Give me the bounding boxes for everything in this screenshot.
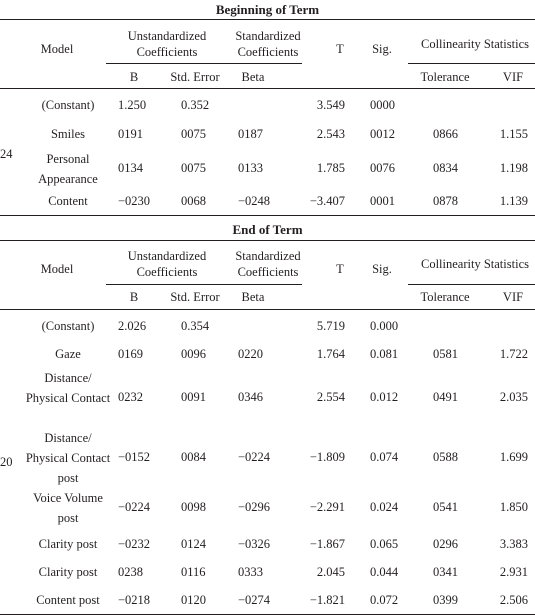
row-model-label: Distance/ Physical Contact post xyxy=(25,431,111,485)
row-b-value: −0224 xyxy=(118,500,151,514)
row-beta-value: −0224 xyxy=(238,450,271,464)
row-t-value: 2.554 xyxy=(316,390,345,404)
header-bottom-rule xyxy=(0,309,535,310)
row-t-value: 1.785 xyxy=(316,161,345,175)
row-model-label: Gaze xyxy=(55,347,81,361)
header-b: B xyxy=(129,290,139,304)
header-unstandardized: Unstandardized xyxy=(127,29,207,43)
row-tol-value: 0834 xyxy=(433,161,458,175)
row-vif-value: 1.722 xyxy=(499,347,528,361)
header-sig: Sig. xyxy=(372,42,392,56)
row-vif-value: 2.931 xyxy=(499,565,528,579)
header-sig: Sig. xyxy=(372,262,392,276)
row-sig-value: 0.072 xyxy=(370,593,399,607)
row-se-value: 0124 xyxy=(181,537,206,551)
row-model-label: Distance/ Physical Contact xyxy=(25,371,111,405)
row-sig-value: 0.012 xyxy=(370,390,399,404)
row-beta-value: −0326 xyxy=(238,537,271,551)
row-beta-value: 0133 xyxy=(238,161,263,175)
row-tol-value: 0878 xyxy=(433,194,458,208)
table-title: End of Term xyxy=(232,222,303,237)
row-model-label: (Constant) xyxy=(41,319,95,333)
header-std-error: Std. Error xyxy=(170,290,220,304)
collinearity-subrule xyxy=(408,284,535,285)
row-b-value: −0232 xyxy=(118,537,151,551)
header-beta: Beta xyxy=(241,70,265,84)
row-b-value: −0230 xyxy=(118,194,151,208)
row-se-value: 0068 xyxy=(181,194,206,208)
row-se-value: 0096 xyxy=(181,347,206,361)
row-t-value: 2.543 xyxy=(316,127,345,141)
row-beta-value: 0346 xyxy=(238,390,263,404)
table-bottom-rule xyxy=(0,215,535,216)
row-b-value: −0152 xyxy=(118,450,151,464)
row-sig-value: 0.081 xyxy=(370,347,399,361)
group-number: 20 xyxy=(0,455,13,469)
row-se-value: 0120 xyxy=(181,593,206,607)
row-b-value: 0134 xyxy=(118,161,143,175)
row-vif-value: 1.699 xyxy=(499,450,528,464)
header-b: B xyxy=(129,70,139,84)
row-t-value: −1.867 xyxy=(309,537,345,551)
row-b-value: 2.026 xyxy=(118,319,147,333)
row-model-label: Content xyxy=(48,194,88,208)
row-b-value: 0232 xyxy=(118,390,143,404)
row-sig-value: 0001 xyxy=(370,194,395,208)
row-beta-value: −0248 xyxy=(238,194,271,208)
row-tol-value: 0341 xyxy=(433,565,458,579)
header-tolerance: Tolerance xyxy=(420,70,470,84)
row-beta-value: 0187 xyxy=(238,127,263,141)
row-sig-value: 0.000 xyxy=(370,319,399,333)
row-sig-value: 0.044 xyxy=(370,565,399,579)
header-unstandardized-coefficients: Coefficients xyxy=(136,265,198,279)
row-t-value: 1.764 xyxy=(316,347,345,361)
group-number: 24 xyxy=(0,147,13,161)
row-vif-value: 1.198 xyxy=(499,161,528,175)
header-collinearity: Collinearity Statistics xyxy=(421,257,529,271)
row-se-value: 0.352 xyxy=(181,98,210,112)
row-vif-value: 1.155 xyxy=(499,127,528,141)
row-sig-value: 0076 xyxy=(370,161,395,175)
row-se-value: 0075 xyxy=(181,127,206,141)
row-vif-value: 3.383 xyxy=(499,537,528,551)
collinearity-subrule xyxy=(408,63,535,64)
header-standardized-coefficients: Coefficients xyxy=(237,265,299,279)
row-sig-value: 0.024 xyxy=(370,500,399,514)
header-vif: VIF xyxy=(502,70,524,84)
table-top-rule xyxy=(0,19,535,20)
coefficients-subrule xyxy=(106,284,302,285)
header-model: Model xyxy=(40,262,74,276)
row-tol-value: 0581 xyxy=(433,347,458,361)
row-tol-value: 0588 xyxy=(433,450,458,464)
row-model-label: Personal Appearance xyxy=(38,152,98,186)
header-vif: VIF xyxy=(502,290,524,304)
row-beta-value: −0296 xyxy=(238,500,271,514)
row-tol-value: 0541 xyxy=(433,500,458,514)
row-t-value: −3.407 xyxy=(309,194,345,208)
row-beta-value: 0220 xyxy=(238,347,263,361)
row-tol-value: 0866 xyxy=(433,127,458,141)
row-t-value: −1.809 xyxy=(309,450,345,464)
row-vif-value: 2.506 xyxy=(499,593,528,607)
coefficients-subrule xyxy=(106,63,302,64)
row-model-label: Voice Volume post xyxy=(33,491,103,525)
header-collinearity: Collinearity Statistics xyxy=(421,37,529,51)
row-model-label: Smiles xyxy=(50,127,86,141)
header-standardized-coefficients: Coefficients xyxy=(237,45,299,59)
row-t-value: −2.291 xyxy=(309,500,345,514)
row-se-value: 0116 xyxy=(181,565,206,579)
row-se-value: 0075 xyxy=(181,161,206,175)
row-model-label: Clarity post xyxy=(38,537,98,551)
row-beta-value: 0333 xyxy=(238,565,263,579)
row-t-value: 5.719 xyxy=(316,319,345,333)
header-t: T xyxy=(336,42,344,56)
row-sig-value: 0.074 xyxy=(370,450,399,464)
row-vif-value: 1.850 xyxy=(499,500,528,514)
row-model-label: Clarity post xyxy=(38,565,98,579)
row-tol-value: 0491 xyxy=(433,390,458,404)
row-b-value: −0218 xyxy=(118,593,151,607)
header-standardized: Standardized xyxy=(235,29,301,43)
row-t-value: 3.549 xyxy=(316,98,345,112)
row-model-label: Content post xyxy=(36,593,100,607)
row-se-value: 0098 xyxy=(181,500,206,514)
row-b-value: 0191 xyxy=(118,127,143,141)
row-b-value: 0169 xyxy=(118,347,143,361)
header-unstandardized: Unstandardized xyxy=(127,249,207,263)
header-t: T xyxy=(336,262,344,276)
row-se-value: 0.354 xyxy=(181,319,210,333)
row-b-value: 1.250 xyxy=(118,98,147,112)
table-title: Beginning of Term xyxy=(215,2,320,17)
row-se-value: 0084 xyxy=(181,450,206,464)
row-tol-value: 0296 xyxy=(433,537,458,551)
row-beta-value: −0274 xyxy=(238,593,271,607)
row-vif-value: 2.035 xyxy=(499,390,528,404)
row-sig-value: 0012 xyxy=(370,127,395,141)
header-std-error: Std. Error xyxy=(170,70,220,84)
row-se-value: 0091 xyxy=(181,390,206,404)
table-top-rule xyxy=(0,240,535,241)
header-bottom-rule xyxy=(0,88,535,89)
header-standardized: Standardized xyxy=(235,249,301,263)
row-t-value: −1.821 xyxy=(309,593,345,607)
row-model-label: (Constant) xyxy=(41,98,95,112)
header-tolerance: Tolerance xyxy=(420,290,470,304)
row-vif-value: 1.139 xyxy=(499,194,528,208)
row-sig-value: 0000 xyxy=(370,98,395,112)
header-beta: Beta xyxy=(241,290,265,304)
row-b-value: 0238 xyxy=(118,565,143,579)
header-model: Model xyxy=(40,42,74,56)
row-sig-value: 0.065 xyxy=(370,537,399,551)
row-t-value: 2.045 xyxy=(316,565,345,579)
header-unstandardized-coefficients: Coefficients xyxy=(136,45,198,59)
row-tol-value: 0399 xyxy=(433,593,458,607)
